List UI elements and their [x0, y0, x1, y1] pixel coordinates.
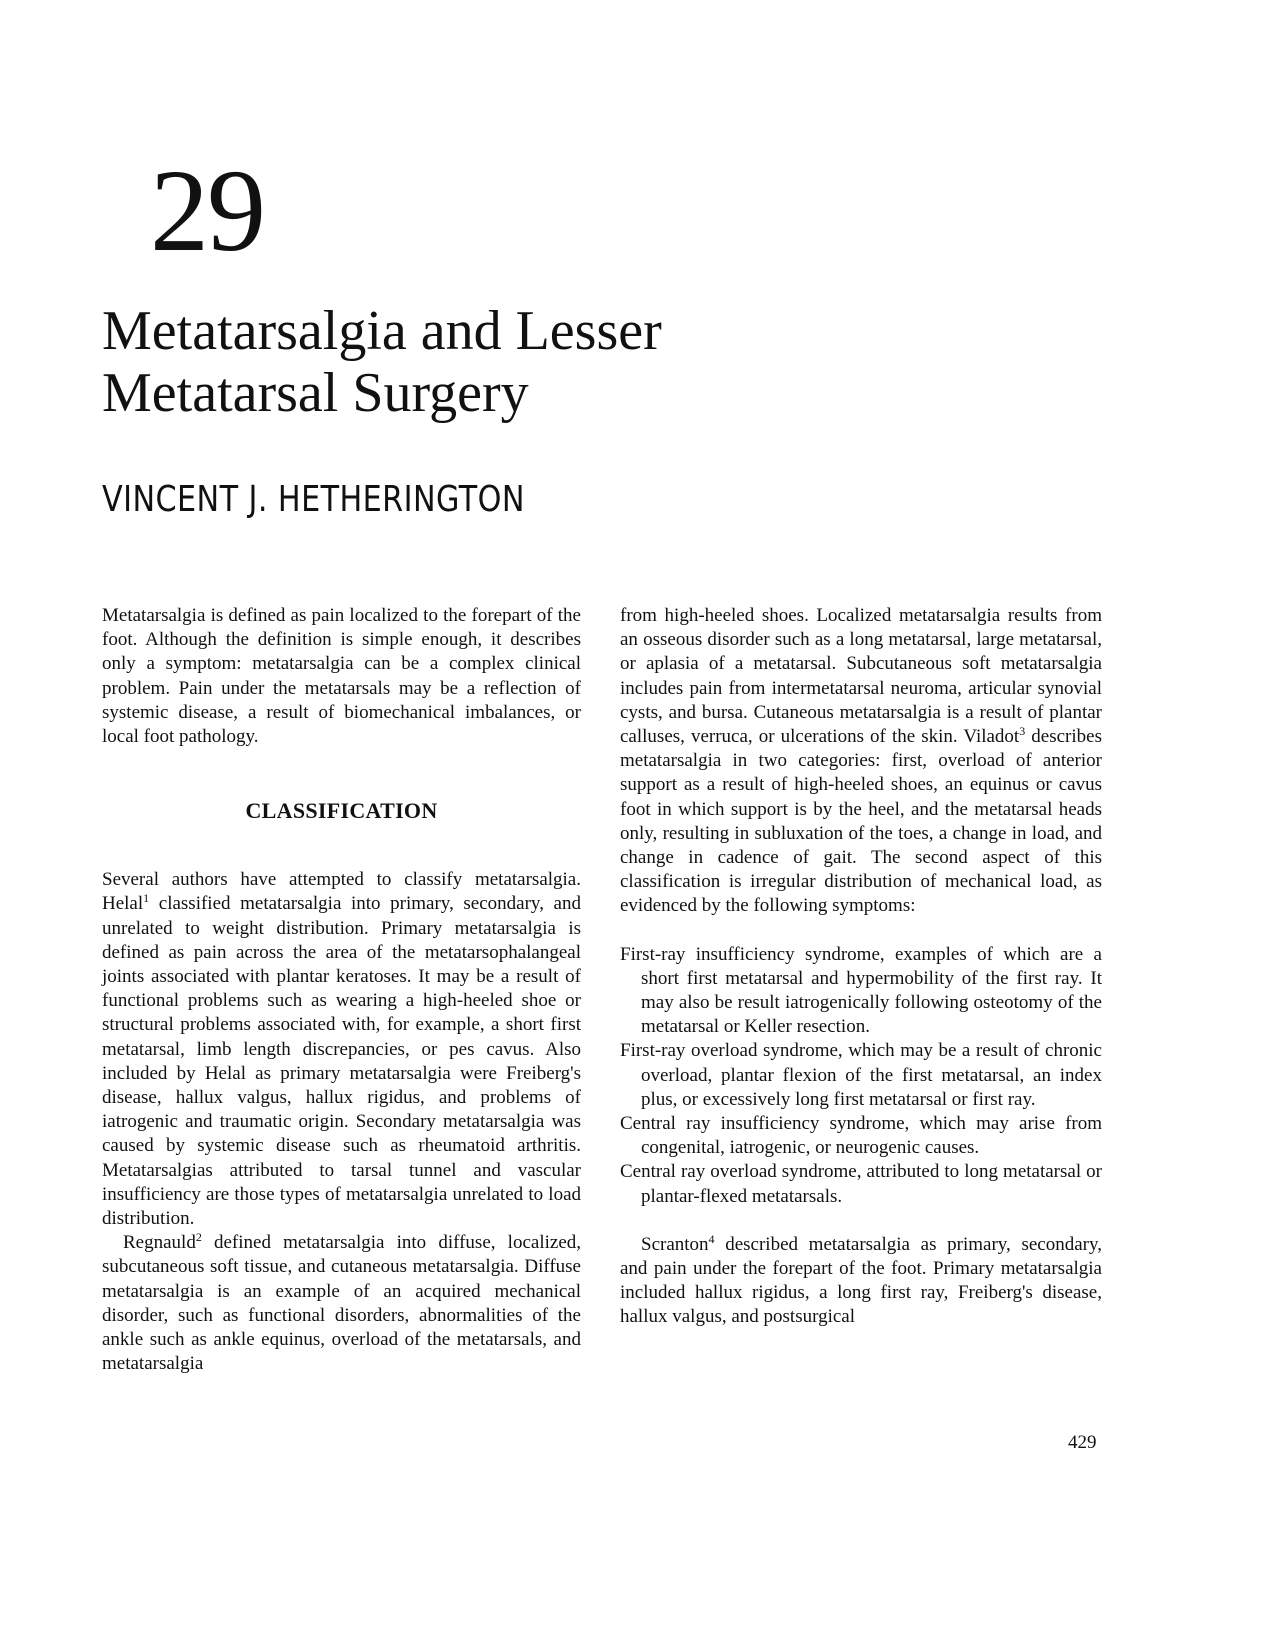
symptom-item: First-ray overload syndrome, which may be a result of chronic overload, plantar flexion of the first metatarsal, an index plus, or excessively long first metatarsal or first ray.	[620, 1040, 1102, 1110]
chapter-author: VINCENT J. HETHERINGTON	[102, 479, 525, 520]
symptom-item: Central ray insufficiency syndrome, which may arise from congenital, iatrogenic, or neurogenic causes.	[620, 1113, 1102, 1159]
body-paragraph	[102, 868, 581, 1231]
body-paragraph	[102, 1231, 581, 1376]
text-run: Several authors have attempted to classify metatarsalgia. Helal	[102, 869, 581, 915]
text-run: classified metatarsalgia into primary, secondary, and unrelated to weight distribution. Primary metatarsalgia is defined as pain across the area of the metatarsophalangeal joints associated with plantar keratoses. It may be a result of functional problems such as wearing a high-heeled shoe or structural problems associated with, for example, a short first metatarsal, limb length discrepancies, or pes cavus. Also included by Helal as primary metatarsalgia were Freiberg's disease, hallux valgus, hallux rigidus, and problems of iatrogenic and traumatic origin. Secondary metatarsalgia was caused by systemic disease such as rheumatoid arthritis. Metatarsalgias attributed to tarsal tunnel and vascular insufficiency are those types of metatarsalgia unrelated to load distribution.	[102, 893, 581, 1230]
text-run: from high-heeled shoes. Localized metatarsalgia results from an osseous disorder such as a long metatarsal, large metatarsal, or aplasia of a metatarsal. Subcutaneous soft metatarsalgia includes pain from intermetatarsal neuroma, articular synovial cysts, and bursa. Cutaneous metatarsalgia is a result of plantar calluses, verruca, or ulcerations of the skin. Viladot	[620, 605, 1102, 748]
section-heading: CLASSIFICATION	[245, 798, 438, 824]
reference-superscript: 3	[1019, 724, 1026, 739]
body-paragraph	[620, 1233, 1102, 1330]
text-run: defined metatarsalgia into diffuse, localized, subcutaneous soft tissue, and cutaneous metatarsalgia. Diffuse metatarsalgia is an example of an acquired mechanical disorder, such as functional disorders, abnormalities of the ankle such as ankle equinus, overload of the metatarsals, and metatarsalgia	[102, 1232, 581, 1375]
intro-paragraph: Metatarsalgia is defined as pain localized to the forepart of the foot. Although the definition is simple enough, it describes only a symptom: metatarsalgia can be a complex clinical problem. Pain under the metatarsals may be a reflection of systemic disease, a result of biomechanical imbalances, or local foot pathology.	[102, 605, 581, 748]
reference-superscript: 4	[708, 1231, 715, 1246]
text-run: Regnauld	[123, 1232, 196, 1254]
chapter-number: 29	[150, 145, 264, 276]
body-paragraph	[620, 604, 1102, 919]
reference-superscript: 2	[195, 1230, 202, 1245]
chapter-title	[102, 300, 902, 424]
chapter-title-line: Metatarsalgia and Lesser	[102, 300, 662, 362]
text-run: Scranton	[641, 1233, 709, 1255]
symptom-list	[620, 943, 1102, 1209]
symptom-item: First-ray insufficiency syndrome, examples of which are a short first metatarsal and hypermobility of the first ray. It may also be result iatrogenically following osteotomy of the metatarsal or Keller resection.	[620, 943, 1102, 1038]
chapter-title-line: Metatarsal Surgery	[102, 362, 529, 424]
page-number: 429	[1068, 1432, 1097, 1453]
text-run: described metatarsalgia as primary, secondary, and pain under the forepart of the foot. Primary metatarsalgia included hallux rigidus, a long first ray, Freiberg's disease, hallux valgus, and postsurgical	[620, 1233, 1102, 1328]
reference-superscript: 1	[143, 891, 150, 906]
symptom-item: Central ray overload syndrome, attributed to long metatarsal or plantar-flexed metatarsals.	[620, 1161, 1102, 1207]
right-column	[620, 604, 1102, 1330]
text-run: describes metatarsalgia in two categories: first, overload of anterior support as a result of high-heeled shoes, an equinus or cavus foot in which support is by the heel, and the metatarsal heads only, resulting in subluxation of the toes, a change in load, and change in cadence of gait. The second aspect of this classification is irregular distribution of mechanical load, as evidenced by the following symptoms:	[620, 726, 1102, 917]
left-column	[102, 604, 581, 1376]
